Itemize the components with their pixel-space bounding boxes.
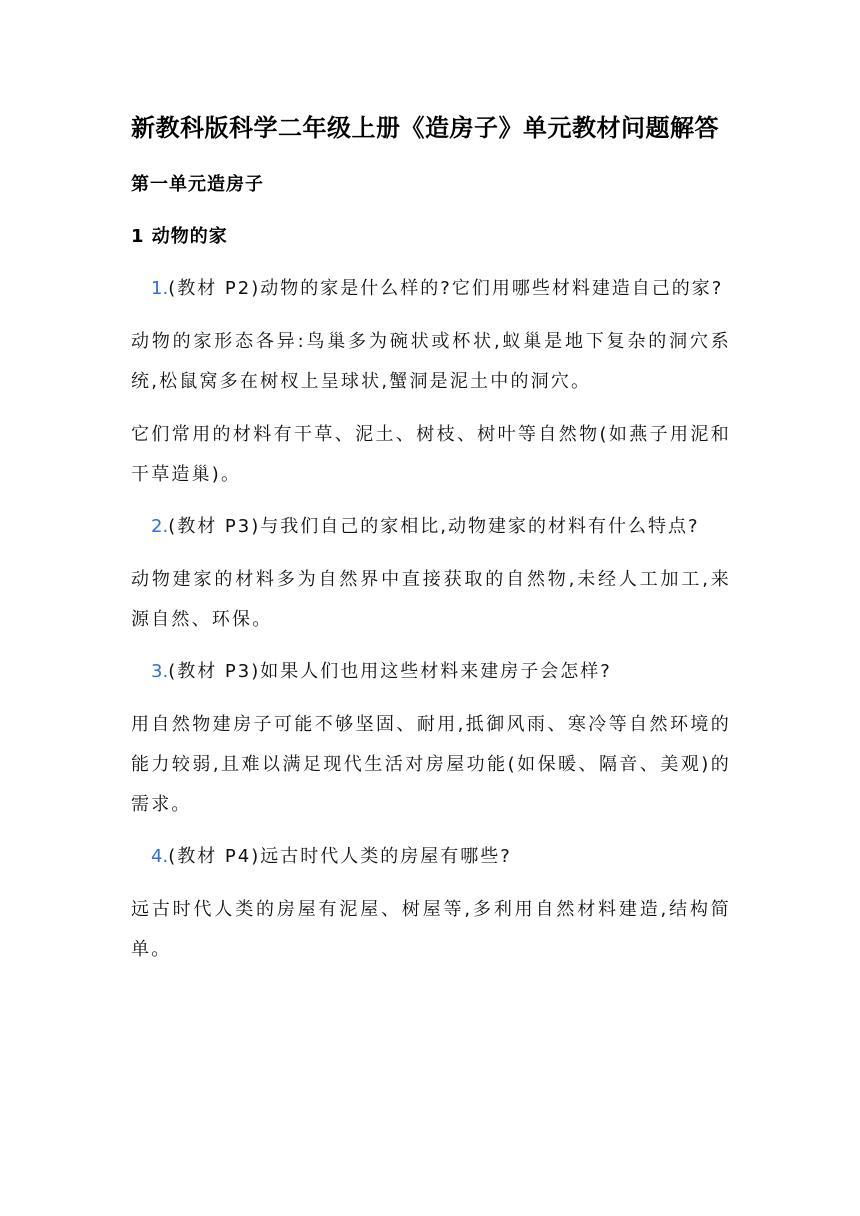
answer-paragraph: 远古时代人类的房屋有泥屋、树屋等,多利用自然材料建造,结构简单。	[131, 899, 731, 960]
question-text: (教材 P3)如果人们也用这些材料来建房子会怎样?	[168, 661, 612, 682]
document-title: 新教科版科学二年级上册《造房子》单元教材问题解答	[131, 114, 719, 142]
question-2	[131, 507, 731, 547]
question-number: 2.	[151, 516, 169, 537]
question-text: (教材 P2)动物的家是什么样的?它们用哪些材料建造自己的家?	[168, 278, 724, 299]
question-number: 4.	[151, 846, 169, 867]
question-4	[131, 837, 731, 877]
question-text: (教材 P4)远古时代人类的房屋有哪些?	[168, 846, 512, 867]
question-text: (教材 P3)与我们自己的家相比,动物建家的材料有什么特点?	[168, 516, 700, 537]
answer-paragraph: 它们常用的材料有干草、泥土、树枝、树叶等自然物(如燕子用泥和干草造巢)。	[131, 424, 731, 485]
answer-paragraph: 用自然物建房子可能不够坚固、耐用,抵御风雨、寒冷等自然环境的能力较弱,且难以满足现代生活对房屋功能(如保暖、隔音、美观)的需求。	[131, 714, 731, 815]
document-body	[131, 108, 731, 970]
answer-paragraph: 动物建家的材料多为自然界中直接获取的自然物,未经人工加工,来源自然、环保。	[131, 569, 731, 630]
lesson-heading: 1 动物的家	[131, 226, 228, 247]
answer-paragraph: 动物的家形态各异:鸟巢多为碗状或杯状,蚁巢是地下复杂的洞穴系统,松鼠窝多在树杈上呈球状,蟹洞是泥土中的洞穴。	[131, 331, 731, 392]
question-1	[131, 269, 731, 309]
question-number: 3.	[151, 661, 169, 682]
unit-heading: 第一单元造房子	[131, 174, 264, 195]
question-number: 1.	[151, 278, 169, 299]
question-3	[131, 652, 731, 692]
